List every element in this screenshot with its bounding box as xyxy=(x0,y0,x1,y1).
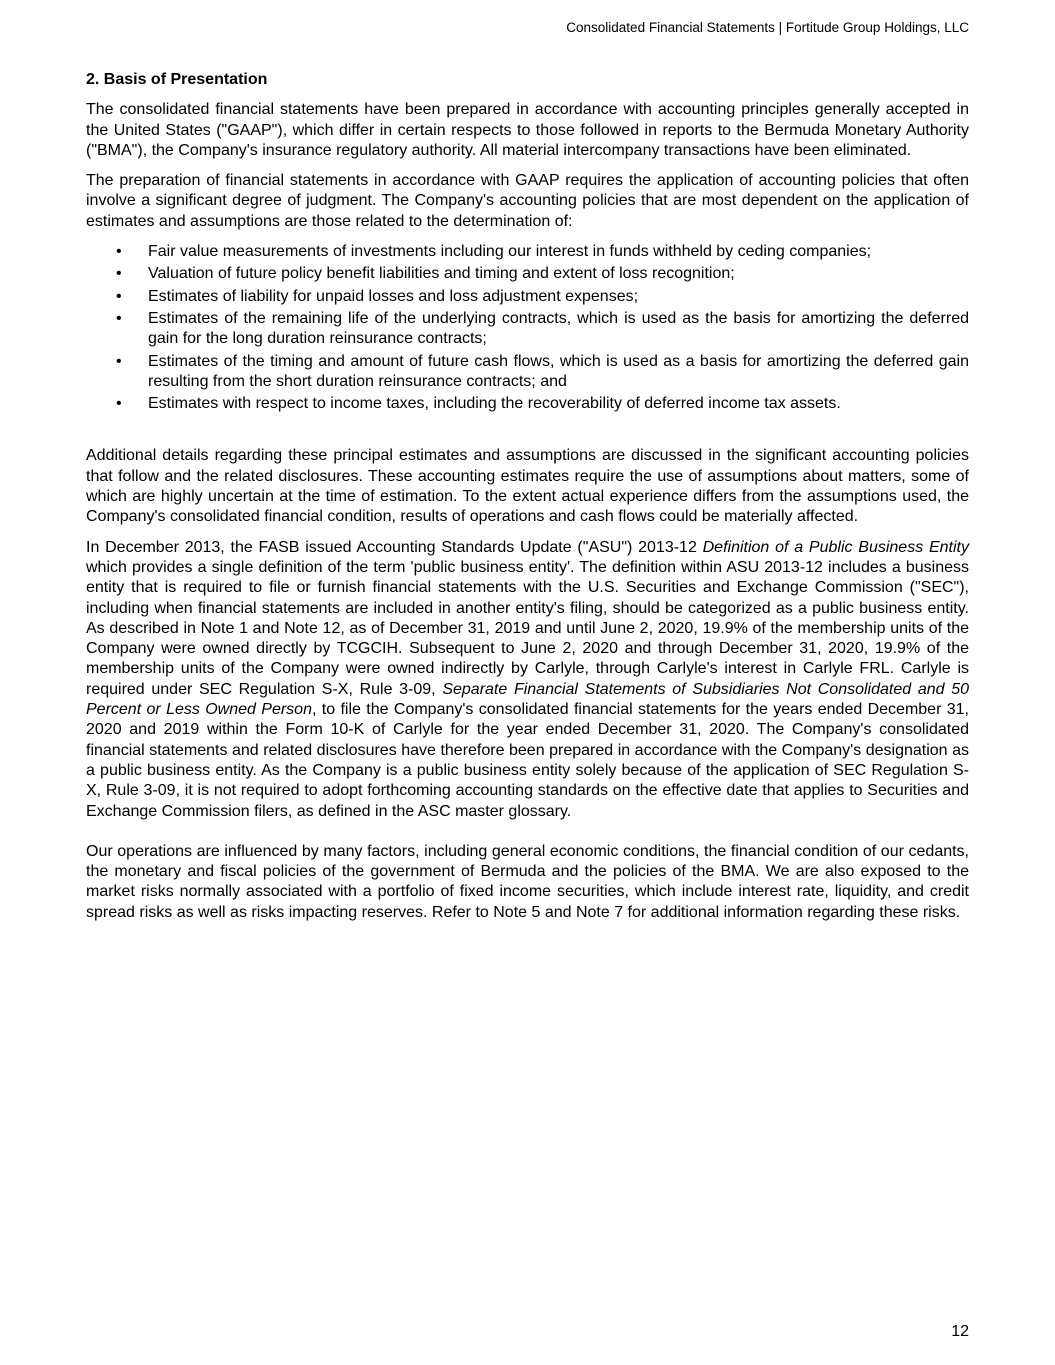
bullet-icon: • xyxy=(116,352,122,370)
asu-title: Definition of a Public Business Entity xyxy=(702,538,969,556)
list-item xyxy=(86,264,969,284)
paragraph-operations-risks: Our operations are influenced by many factors, including general economic conditions, the financial condition of our cedants, the monetary and fiscal policies of the government of Bermuda and the policies of the BMA. We are also exposed to the market risks normally associated with a portfolio of fixed income securities, which include interest rate, liquidity, and credit spread risks as well as risks impacting reserves. Refer to Note 5 and Note 7 for additional information regarding these risks. xyxy=(86,842,969,921)
list-item-text: Estimates of the remaining life of the underlying contracts, which is used as the basis for amortizing the deferred gain for the long duration reinsurance contracts; xyxy=(148,309,969,348)
bullet-icon: • xyxy=(116,265,122,283)
paragraph-gaap: The consolidated financial statements have been prepared in accordance with accounting principles generally accepted in the United States ("GAAP"), which differ in certain respects to those followed in reports to the Bermuda Monetary Authority ("BMA"), the Company's insurance regulatory authority. All material intercompany transactions have been eliminated. xyxy=(86,101,969,159)
list-item-text: Valuation of future policy benefit liabilities and timing and extent of loss recognition; xyxy=(148,265,735,283)
page-header: Consolidated Financial Statements | Fortitude Group Holdings, LLC xyxy=(566,20,969,35)
document-body xyxy=(86,70,969,933)
bullet-icon: • xyxy=(116,287,122,305)
bullet-icon: • xyxy=(116,243,122,261)
page-number: 12 xyxy=(951,1323,969,1340)
paragraph-estimates-intro: The preparation of financial statements in accordance with GAAP requires the application of accounting policies that often involve a significant degree of judgment. The Company's accounting policies that are most dependent on the application of estimates and assumptions are those related to the determination of: xyxy=(86,172,969,230)
list-item xyxy=(86,287,969,307)
list-item-text: Estimates of liability for unpaid losses and loss adjustment expenses; xyxy=(148,287,639,305)
list-item xyxy=(86,394,969,414)
paragraph-public-business-entity xyxy=(86,538,969,822)
bullet-icon: • xyxy=(116,395,122,413)
paragraph-additional-details: Additional details regarding these principal estimates and assumptions are discussed in the significant accounting policies that follow and the related disclosures. These accounting estimates require the use of assumptions about matters, some of which are highly uncertain at the time of estimation. To the extent actual experience differs from the assumptions used, the Company's consolidated financial condition, results of operations and cash flows could be materially affected. xyxy=(86,447,969,526)
section-title: 2. Basis of Presentation xyxy=(86,71,268,88)
estimates-list xyxy=(86,242,969,414)
list-item xyxy=(86,352,969,393)
list-item-text: Estimates with respect to income taxes, including the recoverability of deferred income tax assets. xyxy=(148,395,841,413)
regulation-title: Separate Financial Statements of Subsidiaries Not Consolidated and 50 Percent or Less Owned Person xyxy=(86,680,970,719)
list-item-text: Estimates of the timing and amount of future cash flows, which is used as a basis for amortizing the deferred gain resulting from the short duration reinsurance contracts; and xyxy=(148,352,969,390)
pbe-text-2: which provides a single definition of the term 'public business entity'. The definition within ASU 2013-12 includes a business entity that is required to file or furnish financial statements with the U.S. Securities and Exchange Commission ("SEC"), including when financial statements are included in another entity's filing, should be categorized as a public business entity. As described in Note 1 and Note 12, as of December 31, 2019 and until June 2, 2020, 19.9% of the membership units of the Company were owned directly by TCGCIH. Subsequent to June 2, 2020 and through December 31, 2020, 19.9% of the membership units of the Company were owned indirectly by Carlyle, through Carlyle's interest in Carlyle FRL. Carlyle is required under SEC Regulation S-X, Rule 3-09, xyxy=(86,558,969,698)
pbe-text-3: , to file the Company's consolidated financial statements for the years ended December 31, 2020 and 2019 within the Form 10-K of Carlyle for the year ended December 31, 2020. The Company's consolidated financial statements and related disclosures have therefore been prepared in accordance with the Company's designation as a public business entity. As the Company is a public business entity solely because of the application of SEC Regulation S-X, Rule 3-09, it is not required to adopt forthcoming accounting standards on the effective date that applies to Securities and Exchange Commission filers, as defined in the ASC master glossary. xyxy=(86,701,970,820)
pbe-text-1: In December 2013, the FASB issued Accounting Standards Update ("ASU") 2013-12 xyxy=(86,538,703,556)
list-item-text: Fair value measurements of investments including our interest in funds withheld by ceding companies; xyxy=(148,243,872,261)
list-item xyxy=(86,242,969,262)
list-item xyxy=(86,309,969,350)
bullet-icon: • xyxy=(116,309,122,327)
